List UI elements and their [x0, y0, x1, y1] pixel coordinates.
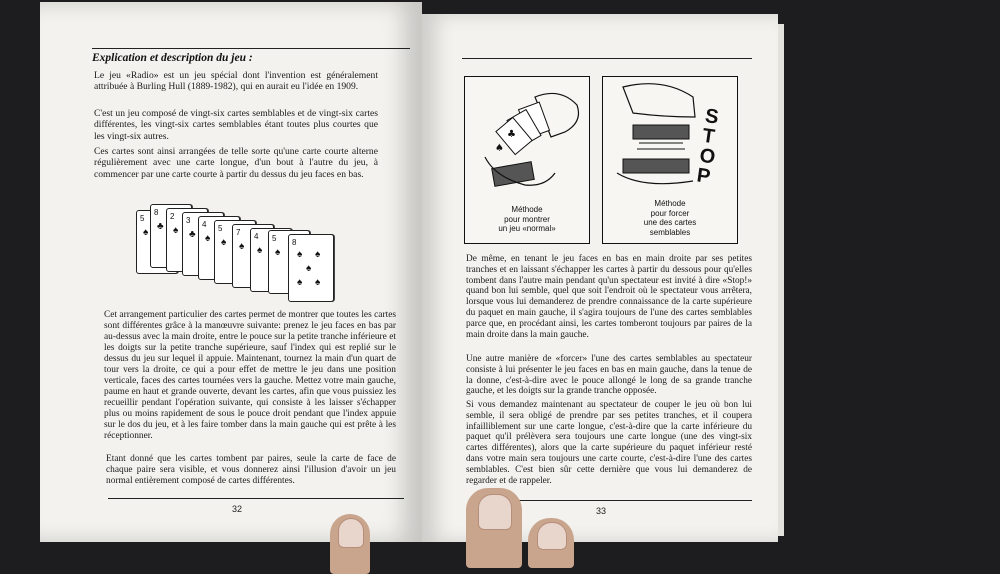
finger-right: [528, 518, 574, 568]
card: 3 ♣: [182, 212, 224, 276]
hands-cards-illustration: [465, 77, 589, 197]
suit-pip: ♠: [143, 227, 149, 238]
figure-caption: Méthode pour forcer une des cartes semblables: [643, 199, 697, 237]
page-number-left: 32: [232, 504, 243, 514]
right-page: [422, 14, 778, 542]
card: 5 ♠: [268, 230, 310, 294]
left-page: [40, 2, 422, 542]
card: 4 ♠: [250, 228, 292, 292]
card: 5 ♠: [136, 210, 178, 274]
paragraph-force-method: Une autre manière de «forcer» l'une des cartes semblables au spectateur consiste à lui présenter le jeu faces en bas en main gauche, dans la tenue de la donne, c'est-à-dire avec le pouce allongé le long de sa grande tranche gauche, et les doigts sur la grande tranche opposée.: [466, 354, 752, 397]
figure-caption: Méthode pour montrer un jeu «normal»: [498, 205, 556, 233]
suit-pip: ♣: [157, 221, 164, 232]
suit-pip: ♠: [297, 249, 303, 260]
page-number-right: 33: [596, 506, 607, 516]
finger-left: [330, 514, 370, 574]
suit-pip: ♠: [315, 249, 321, 260]
suit-pip: ♠: [221, 237, 227, 248]
section-heading: Explication et description du jeu :: [92, 52, 253, 64]
paragraph-cut-method: Si vous demandez maintenant au spectateur de couper le jeu où bon lui semble, il sera obligé de prendre par ses petites tranches, et il coupera infailliblement sur une carte longue, c'est-à-dire que la carte inférieure du paquet qu'il prélèvera sera toujours une carte longue (une des vingt-six cartes différentes), alors que la carte supérieure du paquet inférieur resté dans votre main sera toujours une carte courte, c'est-à-dire l'une des cartes semblables. C'est bien sûr cette dernière que vous lui demanderez de regarder et de rappeler.: [466, 400, 752, 486]
paragraph-composition: C'est un jeu composé de vingt-six cartes semblables et de vingt-six cartes différentes, les vingt-six cartes semblables étant toutes plus courtes que les vingt-six autres.: [94, 108, 378, 142]
card-fan-illustration: [136, 200, 346, 300]
card: 4 ♠: [198, 216, 240, 280]
stop-lettering: STOP: [695, 105, 721, 189]
top-rule: [462, 58, 752, 59]
card: 8 ♣: [150, 204, 192, 268]
suit-pip: ♠: [239, 241, 245, 252]
card: 5 ♠: [214, 220, 256, 284]
suit-pip: ♠: [173, 225, 179, 236]
svg-text:♣: ♣: [507, 129, 516, 140]
suit-pip: ♠: [306, 263, 312, 274]
paragraph-arrangement: Ces cartes sont ainsi arrangées de telle sorte qu'une carte courte alterne régulièrement avec une carte longue, d'un bout à l'autre du jeu, à commencer par une carte courte à partir du dessus du jeu faces en bas.: [94, 146, 378, 180]
suit-pip: ♠: [205, 233, 211, 244]
bottom-rule: [108, 498, 404, 499]
suit-pip: ♠: [257, 245, 263, 256]
paragraph-illusion: Etant donné que les cartes tombent par paires, seule la carte de face de chaque paire sera visible, et vous donnerez ainsi l'illusion d'avoir un jeu normal entièrement composé de cartes différentes.: [106, 454, 396, 486]
suit-pip: ♠: [315, 277, 321, 288]
figure-normal-deck: [464, 76, 590, 244]
card: 8 ♠ ♠ ♠ ♠ ♠: [288, 234, 334, 302]
paragraph-manoeuvre: Cet arrangement particulier des cartes permet de montrer que toutes les cartes sont différentes grâce à la manœuvre suivante: prenez le jeu faces en bas par au-dessus avec la main droite, entre le pouce sur la petite tranche inférieure et les doigts sur la petite tranche supérieure, sauf l'index qui est replié sur le dessus du jeu sur lequel il appuie. Maintenant, tournez la main d'un quart de tour vers la droite, ce qui a pour effet de mettre le jeu dans une position verticale, faces des cartes tournées vers la gauche. Mettez votre main gauche, paume en haut et grande ouverte, devant les cartes, afin que vous puissiez les recueillir pendant l'opération suivante, qui consiste à les laisser s'échapper plus ou moins rapidement de sous le pouce droit pendant que l'index appuie sur le dos du jeu, et à les faire tomber dans la main gauche qui est prête à les réceptionner.: [104, 310, 396, 441]
suit-pip: ♠: [297, 277, 303, 288]
paragraph-intro: Le jeu «Radio» est un jeu spécial dont l'invention est généralement attribuée à Burling Hull (1889-1982), qui en aurait eu l'idée en 1909.: [94, 70, 378, 93]
finger-middle: [466, 488, 522, 568]
figure-force-card: [602, 76, 738, 244]
suit-pip: ♠: [275, 247, 281, 258]
card: 2 ♠: [166, 208, 208, 272]
top-rule: [92, 48, 410, 49]
svg-text:♠: ♠: [495, 143, 504, 154]
suit-pip: ♣: [189, 229, 196, 240]
card: 7 ♠: [232, 224, 274, 288]
paragraph-stop-method: De même, en tenant le jeu faces en bas en main droite par ses petites tranches et en laissant s'échapper les cartes à partir du dessous pour qu'elles tombent dans l'autre main pendant qu'un spectateur est invité à dire «Stop!» quand bon lui semble, quel que soit l'endroit où le spectateur vous arrêtera, lorsque vous lui demanderez de prendre connaissance de la carte supérieure du paquet en main gauche, il s'agira toujours de l'une des cartes semblables parce que, en procédant ainsi, les cartes tomberont toujours par paires de la main droite dans la main gauche.: [466, 254, 752, 340]
